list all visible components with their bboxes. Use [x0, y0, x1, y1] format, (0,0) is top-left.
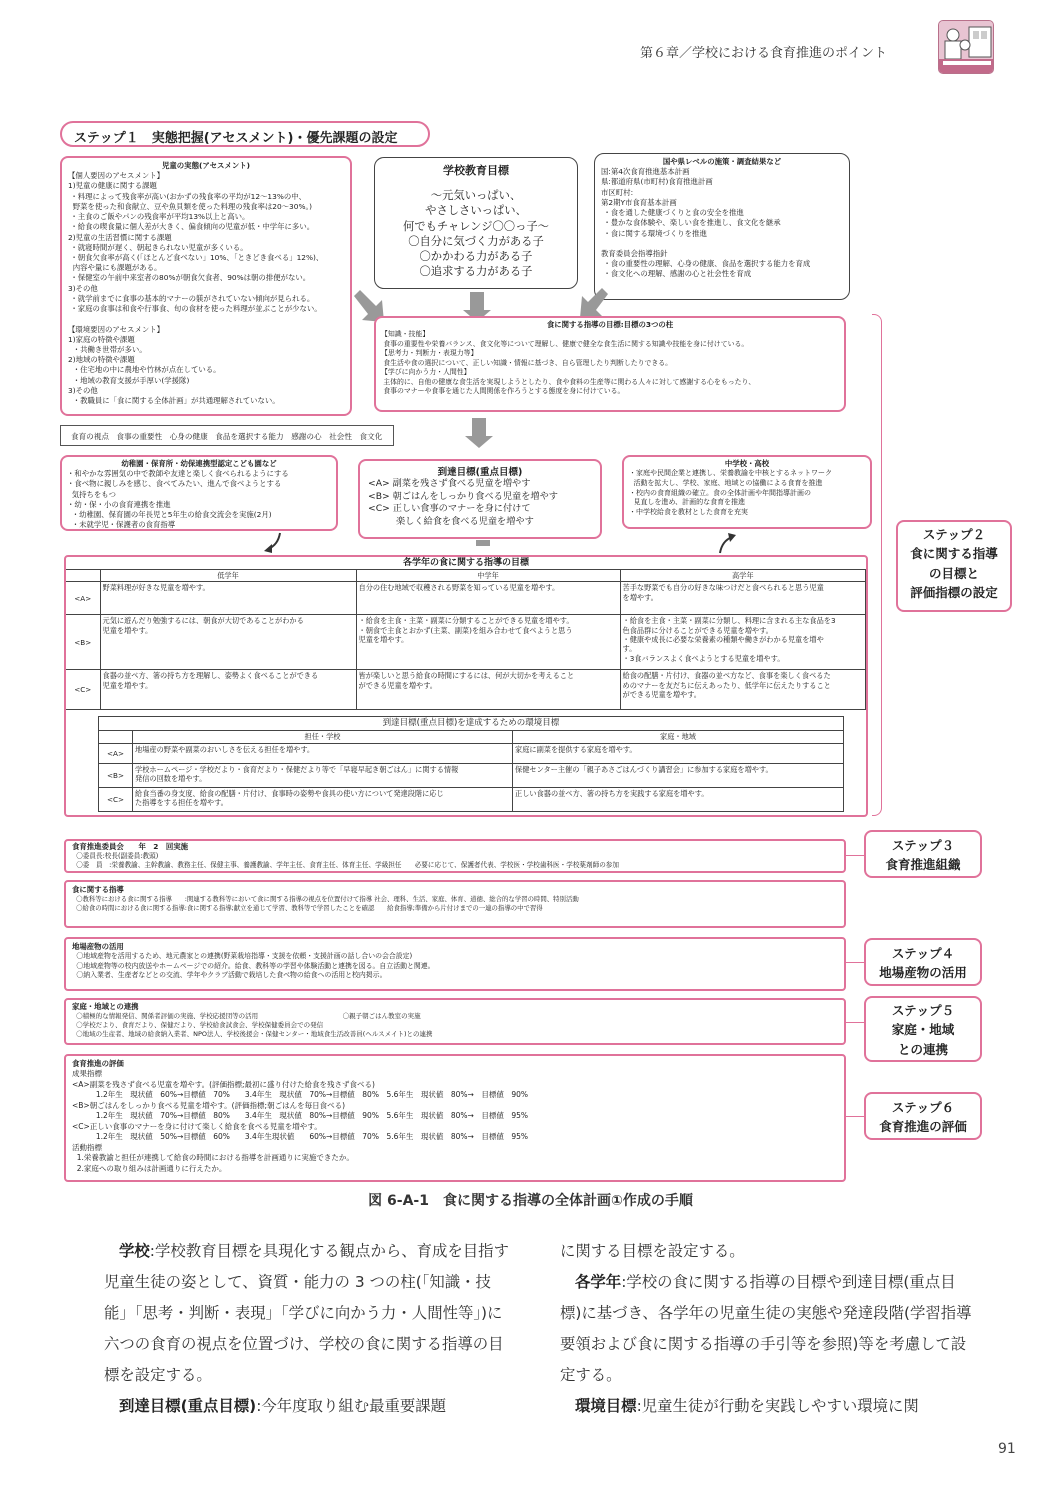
grade-cell: ・給食を主食・主菜・副菜に分類し、料理に含まれる主な食品を3 色食品群に分けることができる児童を増やす。 ・健康や成長に必要な栄養素の種類や働きがわかる児童を増や す。 ・3食バランスよく食べようとする児童を増やす。	[620, 615, 866, 670]
body-paragraph: に関する目標を設定する。	[560, 1242, 745, 1260]
grade-cell: 元気に遊んだり勉強するには、朝食が大切であることがわかる 児童を増やす。	[100, 615, 356, 670]
preschool-text: ・和やかな雰囲気の中で教師や友達と楽しく食べられるようにする ・食べ物に親しみを感じ、食べてみたい、進んで食べようとする 気持ちをもつ ・幼・保・小の食育連携を推進 ・幼稚園、保育園の年長児と5年生の給食交流会を実施(2月) ・未就学児・保護者の食育指導	[67, 469, 289, 530]
pillars-box	[374, 316, 846, 412]
env-cell: 家庭に副菜を提供する家庭を増やす。	[513, 743, 844, 763]
step3-connector	[846, 855, 864, 856]
env-cell: 地場産の野菜や副菜のおいしさを伝える担任を増やす。	[133, 743, 513, 763]
national-title: 国や県レベルの施策・調査結果など	[662, 157, 782, 166]
evaluation-box	[64, 1054, 846, 1182]
step5-line: ステップ５	[891, 1003, 955, 1018]
reach-goal-line: <B> 朝ごはんをしっかり食べる児童を増やす	[368, 490, 558, 502]
assessment-box	[60, 156, 352, 416]
step2-line: の目標と	[928, 565, 979, 581]
reach-goal-box	[358, 459, 602, 539]
grade-row-label: <C>	[66, 670, 100, 710]
env-row-label: <C>	[99, 787, 133, 811]
step2-line: ステップ２	[922, 527, 986, 542]
body-paragraph	[560, 1391, 972, 1422]
reach-goal-line: 楽しく給食を食べる児童を増やす	[396, 516, 534, 528]
guidance-text: 〇教科等における食に関する指導 :関連する教科等において食に関する指導の視点を位置付けて指導 社会、理科、生活、家庭、体育、道徳、総合的な学習の時間、特別活動 〇給食の時間における食に関する指導:食に関する指導;献立を通じて学習、教科等で学習したことを確認 給食指導;準備から片付けまでの一連の指導の中で習得	[76, 895, 579, 913]
curved-arrow-icon	[716, 531, 740, 555]
local-text: 〇地域産物を活用するため、地元農家との連携(野菜栽培指導・支援を依頼・支援計画の話し合いの会合設定) 〇地域産物等の校内放送やホームページでの紹介。給食、教科等の学習や体験活動と連携を図る。自立活動と関連。 〇納入業者、生産者などとの交流、学年やクラブ活動で栽培した食べ物の給食への活用と校内掲示。	[76, 952, 435, 980]
pillars-text: 【知識・技能】 食事の重要性や栄養バランス、食文化等について理解し、健康で健全な食生活に関する知識や技能を身に付けている。 【思考力・判断力・表現力等】 食生活や食の選択について、正しい知識・情報に基づき、自ら管理したり判断したりできる。 【学びに向かう力・人間性】 主体的に、自他の健康な食生活を実現しようとしたり、食や食料の生産等に関わる人々に対して感謝する心をもったり、 食事のマナーや食事を通じた人間関係を作ろうとする態度を身に付けている。	[381, 330, 756, 396]
pillars-title: 食に関する指導の目標:目標の3つの柱	[546, 320, 674, 329]
grade-row-label: <B>	[66, 615, 100, 670]
grade-cell: 給食の配膳・片付け、食器の並べ方など、食事を楽しく食べるた めのマナーを友だちに伝えあったり、低学年に伝えたりすること ができる児童を増やす。	[620, 670, 866, 710]
step4-line: 地場産物の活用	[879, 965, 967, 981]
school-goal-line: やさしさいっぱい、	[425, 204, 527, 218]
national-policy-box	[594, 153, 850, 300]
body-text: :今年度取り組む最重要課題	[256, 1397, 447, 1415]
step3-line: ステップ３	[891, 838, 955, 853]
env-table-corner	[99, 731, 133, 743]
env-cell: 保健センター主催の「親子あさごはんづくり講習会」に参加する家庭を増やす。	[513, 763, 844, 787]
family-text: 〇積極的な情報発信、関係者評価の実施、学校応援団等の活用 〇親子朝ごはん教室の実施 〇学校だより、食育だより、保健だより、学校給食試食会、学校保健委員会での発信 〇地域の生産者、地域の給食納入業者、NPO法人、学校後援会・保健センター・地域食生活改善員(ヘルスメイト)との連携	[76, 1012, 433, 1039]
preschool-box	[60, 455, 338, 531]
junior-high-text: ・家庭や民間企業と連携し、栄養教諭を中核とするネットワーク 活動を拡大し、学校、家庭、地域との協働による食育を推進 ・校内の食育組織の確立。食の全体計画や年間指導計画の 見直しを進め、計画的な食育を推進 ・中学校給食を教材とした食育を充実	[629, 469, 832, 516]
preschool-title: 幼稚園・保育所・幼保連携型認定こども園など	[121, 459, 277, 468]
grade-table	[66, 569, 866, 710]
step4-line: ステップ４	[891, 946, 955, 961]
curved-arrow-icon	[262, 531, 284, 555]
evaluation-text: 成果指標 <A>副菜を残さず食べる児童を増やす。(評価指標;最初に盛り付けた給食を残さず食べる) 1.2年生 現状値 60%→目標値 70% 3.4年生 現状値 70%→目標値 80% 5.6年生 現状値 80%→ 目標値 90% <B>朝ごはんをしっかり食べる児童を増やす。(評価指標;朝ごはんを毎日食べる) 1.2年生 現状値 70%→目標値 80% 3.4年生 現状値 80%→目標値 90% 5.6年生 現状値 80%→ 目標値 95% <C>正しい食事のマナーを身に付けて楽しく給食を食べる児童を増やす。 1.2年生 現状値 50%→目標値 60% 3.4年生現状値 60%→目標値 70% 5.6年生 現状値 80%→ 目標値 95% 活動指標 1.栄養教諭と担任が連携して給食の時間における指導を計画通りに実施できたか。 2.家庭への取り組みは計画通りに行えたか。	[72, 1069, 528, 1173]
school-goal-line: 〇かかわる力がある子	[419, 250, 533, 263]
school-goal-box	[374, 157, 578, 289]
step5-label	[864, 996, 982, 1062]
env-row-label: <B>	[99, 763, 133, 787]
body-text: :児童生徒が行動を実践しやすい環境に関	[636, 1397, 919, 1415]
env-cell: 給食当番の身支度、給食の配膳・片付け、食事時の姿勢や食具の使い方について発達段階に応じ た指導をする担任を増やす。	[133, 787, 513, 811]
step3-line: 食育推進組織	[885, 857, 961, 873]
arrow-down-icon	[476, 540, 490, 546]
committee-text: 〇委員長:校長(副委員:教頭) 〇委 員 :栄養教諭、主幹教諭、教務主任、保健主事、養護教諭、学年主任、食育主任、体育主任、学級担任 必要に応じて、保護者代表、学校医・学校歯科医・学校薬剤師の参加	[76, 852, 619, 870]
body-paragraph	[104, 1391, 512, 1422]
page-number: 91	[998, 1441, 1016, 1457]
guidance-box	[64, 880, 846, 928]
arrow-down-icon	[472, 418, 486, 440]
env-table-title: 到達目標(重点目標)を達成するための環境目標	[99, 717, 844, 731]
grade-header: 高学年	[620, 570, 866, 582]
school-goal-line: 〇自分に気づく力がある子	[408, 234, 544, 248]
grade-row-label: <A>	[66, 582, 100, 615]
env-cell: 学校ホームページ・学校だより・食育だより・保健だより等で「早寝早起き朝ごはん」に関する情報 発信の回数を増やす。	[133, 763, 513, 787]
viewpoint-bar: 食育の視点 食事の重要性 心身の健康 食品を選択する能力 感謝の心 社会性 食文化	[60, 425, 394, 446]
body-text: :学校教育目標を具現化する観点から、育成を目指す児童生徒の姿として、資質・能力の 3 つの柱(「知識・技能」「思考・判断・表現」「学びに向かう力・人間性等」)に六つの食育の視点を位置づけ、学校の食に関する指導の目標を設定する。	[104, 1242, 509, 1384]
body-text: :学校の食に関する指導の目標や到達目標(重点目標)に基づき、各学年の児童生徒の実態や発達段階(学習指導要領および食に関する指導の手引等を参照)等を考慮して設定する。	[560, 1273, 972, 1384]
step2-line: 評価指標の設定	[910, 585, 998, 601]
step4-connector	[846, 962, 864, 963]
local-title: 地場産物の活用	[72, 942, 124, 951]
body-left-column	[104, 1236, 512, 1422]
grade-header: 中学年	[356, 570, 620, 582]
step4-label	[864, 938, 982, 986]
local-produce-box	[64, 937, 846, 991]
reach-goal-line: <C> 正しい食事のマナーを身に付けて	[368, 503, 531, 515]
grade-cell: 自分の住む地域で収穫される野菜を知っている児童を増やす。	[356, 582, 620, 615]
assessment-title: 児童の実態(アセスメント)	[162, 161, 250, 170]
school-goal-lines	[379, 188, 573, 280]
step2-line: 食に関する指導	[910, 546, 998, 562]
family-title: 家庭・地域との連携	[72, 1002, 139, 1011]
step1-label: ステップ１ 実態把握(アセスメント)・優先課題の設定	[60, 121, 430, 147]
step3-label	[864, 830, 982, 878]
national-text: 国:第4次食育推進基本計画 県:都道府県(市町村)食育推進計画 市区町村: 第2期Y市食育基本計画 ・食を通した健康づくりと食の安全を推進 ・豊かな食体験や、楽しい食を推進し、食文化を継承 ・食に関する環境づくりを推進 教育委員会指導指針 ・食の重要性の理解、心身の健康、食品を選択する能力を育成 ・食文化への理解、感謝の心と社会性を育成	[601, 167, 811, 279]
grade-table-title: 各学年の食に関する指導の目標	[402, 558, 529, 568]
grade-cell: 食器の並べ方、箸の持ち方を理解し、姿勢よく食べることができる 児童を増やす。	[100, 670, 356, 710]
junior-high-title: 中学校・高校	[724, 459, 770, 468]
body-term: 到達目標(重点目標)	[119, 1397, 257, 1415]
arrow-diagonal-icon	[580, 288, 610, 318]
step5-line: 家庭・地域	[891, 1022, 955, 1038]
kitchen-illustration-icon	[938, 20, 994, 74]
step2-bracket	[872, 314, 882, 816]
grade-header: 低学年	[100, 570, 356, 582]
family-box	[64, 998, 846, 1045]
env-cell: 正しい食器の並べ方、箸の持ち方を実践する家庭を増やす。	[513, 787, 844, 811]
step6-line: ステップ６	[891, 1100, 955, 1115]
env-table	[98, 716, 844, 811]
school-goal-title: 学校教育目標	[443, 164, 509, 177]
reach-goal-title: 到達目標(重点目標)	[437, 467, 523, 478]
assessment-text: 【個人要因のアセスメント】 1)児童の健康に関する課題 ・料理によって残食率が高い(おかずの残食率の平均が12～13%の中、 野菜を使った和食献立、豆や魚貝類を使った料理の残食率は20～30%。) ・主食のご飯やパンの残食率が平均13%以上と高い。 ・給食の喫食量に個人差が大きく、偏食傾向の児童が低・中学年に多い。 2)児童の生活習慣に関する課題 ・就寝時間が遅く、朝起きられない児童が多くいる。 ・朝食欠食率が高く(「ほとんど食べない」10%、「ときどき食べる」12%)、 内容や量にも課題がある。 ・保健室の午前中来室者の80%が朝食欠食者、90%は朝の排便がない。 3)その他 ・就学前までに食事の基本的マナーの躾がされていない傾向が見られる。 ・家庭の食事は和食や行事食、旬の食材を使った料理が並ぶことが少ない。 【環境要因のアセスメント】 1)家庭の特徴や課題 ・共働き世帯が多い。 2)地域の特徴や課題 ・住宅地の中に農地や竹林が点在している。 ・地域の教育支援が手厚い(学援隊) 3)その他 ・教職員に「食に関する全体計画」が共通理解されていない。	[68, 171, 324, 406]
env-row-label: <A>	[99, 743, 133, 763]
grade-cell: 苦手な野菜でも自分の好きな味つけだと食べられると思う児童 を増やす。	[620, 582, 866, 615]
env-header: 担任・学校	[133, 731, 513, 743]
body-paragraph	[560, 1267, 972, 1391]
grade-table-corner	[66, 570, 100, 582]
body-right-column	[560, 1236, 972, 1422]
step6-connector	[846, 1116, 864, 1117]
guidance-title: 食に関する指導	[72, 885, 124, 894]
step5-line: との連携	[897, 1041, 948, 1057]
grade-cell: ・給食を主食・主菜・副菜に分類することができる児童を増やす。 ・朝食で主食とおかず(主菜、副菜)を組み合わせて食べようと思う 児童を増やす。	[356, 615, 620, 670]
committee-title: 食育推進委員会 年 2 回実施	[72, 842, 189, 851]
body-term: 環境目標	[575, 1397, 637, 1415]
env-table-wrap	[98, 716, 844, 811]
step6-label	[864, 1092, 982, 1140]
body-paragraph	[104, 1236, 512, 1391]
arrow-down-icon	[470, 292, 484, 310]
evaluation-title: 食育推進の評価	[72, 1059, 124, 1068]
school-goal-line: ～元気いっぱい、	[430, 189, 522, 202]
chapter-header: 第６章／学校における食育推進のポイント	[640, 46, 888, 61]
body-term: 学校	[119, 1242, 150, 1260]
grade-cell: 皆が楽しいと思う給食の時間にするには、何が大切かを考えること ができる児童を増やす。	[356, 670, 620, 710]
reach-goal-lines	[368, 478, 592, 529]
step2-label	[896, 520, 1012, 612]
committee-box	[64, 839, 846, 873]
school-goal-line: 何でもチャレンジ〇〇っ子～	[403, 219, 549, 233]
school-goal-line: 〇追求する力がある子	[419, 265, 533, 279]
junior-high-box	[622, 455, 872, 529]
figure-caption: 図 6-A-1 食に関する指導の全体計画①作成の手順	[368, 1193, 693, 1209]
body-term: 各学年	[575, 1273, 622, 1291]
grade-goal-box	[64, 555, 868, 817]
step6-line: 食育推進の評価	[879, 1119, 967, 1135]
reach-goal-line: <A> 副菜を残さず食べる児童を増やす	[368, 478, 531, 489]
env-header: 家庭・地域	[513, 731, 844, 743]
grade-cell: 野菜料理が好きな児童を増やす。	[100, 582, 356, 615]
step5-connector	[846, 1022, 864, 1023]
